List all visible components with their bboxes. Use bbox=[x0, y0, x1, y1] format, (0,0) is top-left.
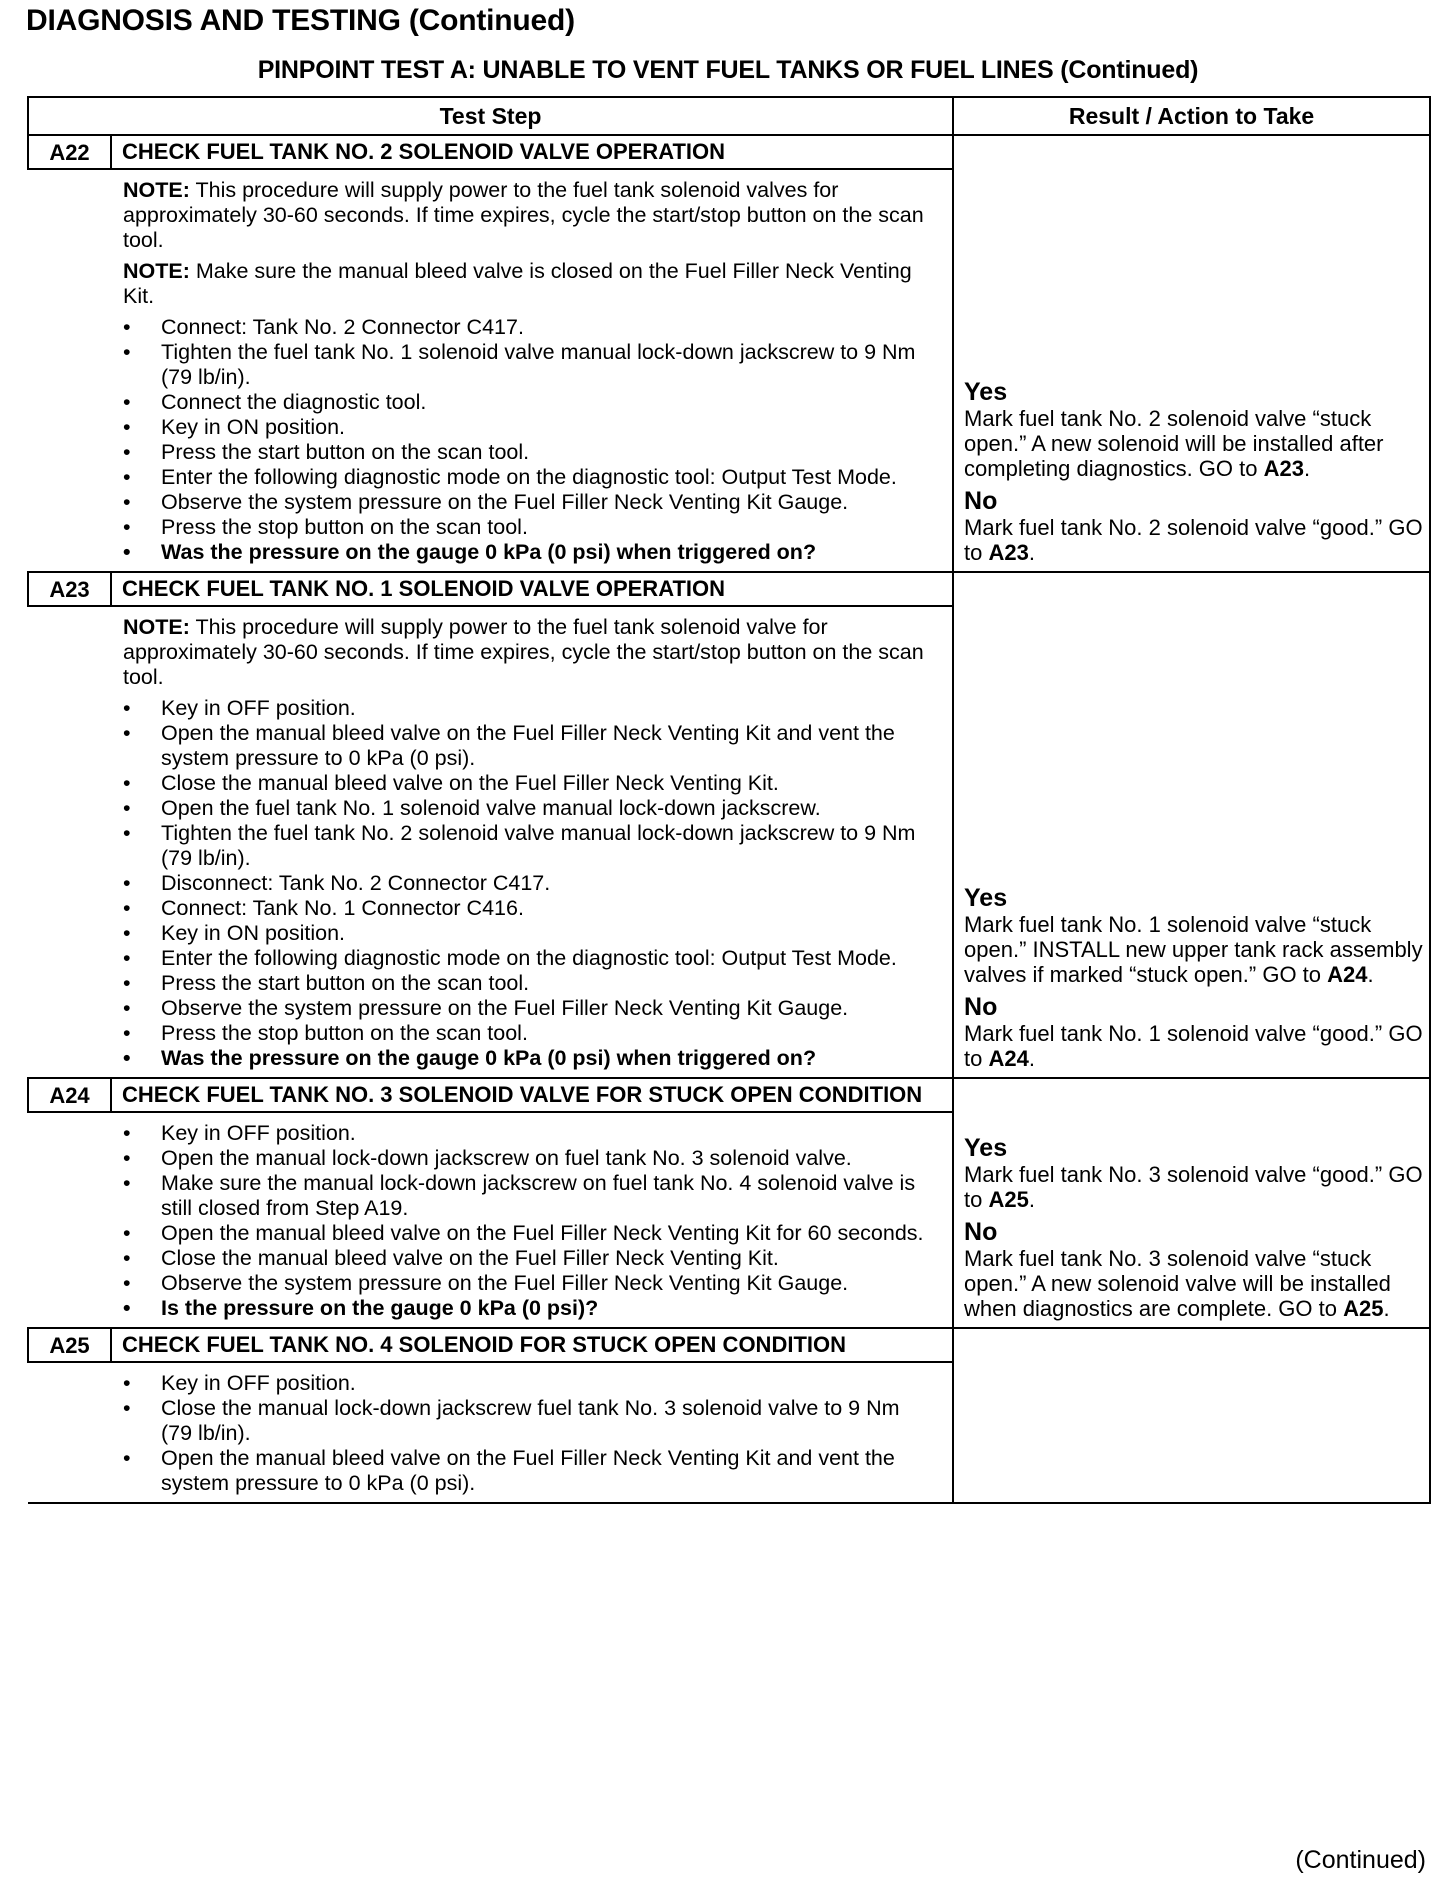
step-title: CHECK FUEL TANK NO. 3 SOLENOID VALVE FOR STUCK OPEN CONDITION bbox=[111, 1078, 953, 1112]
instruction-list bbox=[123, 1371, 924, 1496]
step-title: CHECK FUEL TANK NO. 1 SOLENOID VALVE OPERATION bbox=[111, 572, 953, 606]
instruction-item: • Key in OFF position. bbox=[123, 696, 924, 721]
result-yes-action: Mark fuel tank No. 2 solenoid valve “stuck open.” A new solenoid will be installed after completing diagnostics. GO to bbox=[964, 406, 1384, 481]
step-instructions bbox=[28, 1362, 953, 1503]
result-yes-end: . bbox=[1028, 1187, 1035, 1212]
instruction-list bbox=[123, 696, 924, 1071]
instruction-item: • Make sure the manual lock-down jackscrew on fuel tank No. 4 solenoid valve is still closed from Step A19. bbox=[123, 1171, 924, 1221]
instruction-list bbox=[123, 1121, 924, 1321]
result-no-action: Mark fuel tank No. 3 solenoid valve “stuck open.” A new solenoid valve will be installed when diagnostics are complete. GO to bbox=[964, 1246, 1391, 1321]
step-result bbox=[953, 135, 1430, 572]
instruction-item: • Press the start button on the scan tool. bbox=[123, 971, 924, 996]
test-table bbox=[27, 96, 1431, 1504]
instruction-item: • Press the stop button on the scan tool. bbox=[123, 1021, 924, 1046]
instruction-item: • Open the manual bleed valve on the Fuel Filler Neck Venting Kit and vent the system pressure to 0 kPa (0 psi). bbox=[123, 1446, 924, 1496]
result-no-text bbox=[964, 515, 1423, 565]
note-label: NOTE: bbox=[123, 615, 190, 639]
page-title: DIAGNOSIS AND TESTING (Continued) bbox=[26, 4, 575, 37]
result-no-action: Mark fuel tank No. 2 solenoid valve “good.” GO to bbox=[964, 515, 1423, 565]
result-yes-text bbox=[964, 406, 1423, 481]
column-header-result: Result / Action to Take bbox=[953, 97, 1430, 135]
step-title: CHECK FUEL TANK NO. 4 SOLENOID FOR STUCK OPEN CONDITION bbox=[111, 1328, 953, 1362]
result-yes-goto-step: A25 bbox=[988, 1187, 1029, 1212]
result-no-end: . bbox=[1383, 1296, 1390, 1321]
result-no-goto-step: A23 bbox=[988, 540, 1029, 565]
result-yes-label: Yes bbox=[964, 884, 1008, 912]
note bbox=[123, 178, 924, 253]
result-yes-text bbox=[964, 1162, 1423, 1212]
result-no-goto-step: A25 bbox=[1343, 1296, 1384, 1321]
result-yes-text bbox=[964, 912, 1423, 987]
result-no-end: . bbox=[1028, 540, 1035, 565]
result-no-action: Mark fuel tank No. 1 solenoid valve “good.” GO to bbox=[964, 1021, 1423, 1071]
step-header-row bbox=[28, 135, 1430, 169]
step-id: A25 bbox=[28, 1328, 111, 1362]
result-yes-action: Mark fuel tank No. 1 solenoid valve “stuck open.” INSTALL new upper tank rack assembly valves if marked “stuck open.” GO to bbox=[964, 912, 1423, 987]
result-no-label: No bbox=[964, 487, 998, 515]
instruction-item: • Open the fuel tank No. 1 solenoid valve manual lock-down jackscrew. bbox=[123, 796, 924, 821]
note bbox=[123, 259, 924, 309]
instruction-item: • Close the manual lock-down jackscrew fuel tank No. 3 solenoid valve to 9 Nm (79 lb/in). bbox=[123, 1396, 924, 1446]
note bbox=[123, 615, 924, 690]
result-yes-end: . bbox=[1367, 962, 1374, 987]
step-header-row bbox=[28, 1078, 1430, 1112]
instruction-item: • Observe the system pressure on the Fuel Filler Neck Venting Kit Gauge. bbox=[123, 490, 924, 515]
step-id: A24 bbox=[28, 1078, 111, 1112]
step-header-row bbox=[28, 1328, 1430, 1362]
instruction-item: • Connect the diagnostic tool. bbox=[123, 390, 924, 415]
instruction-item: • Tighten the fuel tank No. 1 solenoid valve manual lock-down jackscrew to 9 Nm (79 lb/in). bbox=[123, 340, 924, 390]
result-no-label: No bbox=[964, 1218, 998, 1246]
instruction-item: • Enter the following diagnostic mode on the diagnostic tool: Output Test Mode. bbox=[123, 465, 924, 490]
step-title: CHECK FUEL TANK NO. 2 SOLENOID VALVE OPERATION bbox=[111, 135, 953, 169]
note-text: This procedure will supply power to the fuel tank solenoid valve for approximately 30-60 seconds. If time expires, cycle the start/stop button on the scan tool. bbox=[123, 615, 924, 689]
result-no-text bbox=[964, 1021, 1423, 1071]
instruction-item: • Connect: Tank No. 1 Connector C416. bbox=[123, 896, 924, 921]
result-no-end: . bbox=[1028, 1046, 1035, 1071]
step-question: • Was the pressure on the gauge 0 kPa (0 psi) when triggered on? bbox=[123, 540, 924, 565]
instruction-item: • Disconnect: Tank No. 2 Connector C417. bbox=[123, 871, 924, 896]
instruction-item: • Press the start button on the scan tool. bbox=[123, 440, 924, 465]
instruction-item: • Enter the following diagnostic mode on the diagnostic tool: Output Test Mode. bbox=[123, 946, 924, 971]
instruction-item: • Connect: Tank No. 2 Connector C417. bbox=[123, 315, 924, 340]
instruction-item: • Key in OFF position. bbox=[123, 1371, 924, 1396]
result-yes-label: Yes bbox=[964, 1134, 1008, 1162]
step-result bbox=[953, 1078, 1430, 1328]
instruction-item: • Close the manual bleed valve on the Fuel Filler Neck Venting Kit. bbox=[123, 771, 924, 796]
test-steps bbox=[28, 135, 1430, 1503]
step-header-row bbox=[28, 572, 1430, 606]
continued-footer: (Continued) bbox=[1295, 1846, 1426, 1874]
step-instructions bbox=[28, 1112, 953, 1328]
result-yes-label: Yes bbox=[964, 378, 1008, 406]
step-instructions bbox=[28, 169, 953, 572]
instruction-item: • Open the manual bleed valve on the Fuel Filler Neck Venting Kit and vent the system pressure to 0 kPa (0 psi). bbox=[123, 721, 924, 771]
step-question: • Was the pressure on the gauge 0 kPa (0 psi) when triggered on? bbox=[123, 1046, 924, 1071]
instruction-item: • Key in ON position. bbox=[123, 415, 924, 440]
result-yes-goto-step: A24 bbox=[1327, 962, 1368, 987]
step-instructions bbox=[28, 606, 953, 1078]
result-yes-goto-step: A23 bbox=[1263, 456, 1304, 481]
column-header-test-step: Test Step bbox=[28, 97, 953, 135]
instruction-item: • Close the manual bleed valve on the Fuel Filler Neck Venting Kit. bbox=[123, 1246, 924, 1271]
note-label: NOTE: bbox=[123, 259, 190, 283]
note-text: This procedure will supply power to the fuel tank solenoid valves for approximately 30-60 seconds. If time expires, cycle the start/stop button on the scan tool. bbox=[123, 178, 924, 252]
table-header-row bbox=[28, 97, 1430, 135]
instruction-item: • Tighten the fuel tank No. 2 solenoid valve manual lock-down jackscrew to 9 Nm (79 lb/in). bbox=[123, 821, 924, 871]
note-label: NOTE: bbox=[123, 178, 190, 202]
instruction-item: • Key in OFF position. bbox=[123, 1121, 924, 1146]
step-result bbox=[953, 572, 1430, 1078]
instruction-item: • Key in ON position. bbox=[123, 921, 924, 946]
step-id: A23 bbox=[28, 572, 111, 606]
result-no-label: No bbox=[964, 993, 998, 1021]
note-text: Make sure the manual bleed valve is closed on the Fuel Filler Neck Venting Kit. bbox=[123, 259, 912, 308]
result-no-text bbox=[964, 1246, 1423, 1321]
result-no-goto-step: A24 bbox=[988, 1046, 1029, 1071]
instruction-item: • Observe the system pressure on the Fuel Filler Neck Venting Kit Gauge. bbox=[123, 1271, 924, 1296]
instruction-item: • Press the stop button on the scan tool. bbox=[123, 515, 924, 540]
instruction-item: • Open the manual bleed valve on the Fuel Filler Neck Venting Kit for 60 seconds. bbox=[123, 1221, 924, 1246]
step-id: A22 bbox=[28, 135, 111, 169]
instruction-list bbox=[123, 315, 924, 565]
instruction-item: • Observe the system pressure on the Fuel Filler Neck Venting Kit Gauge. bbox=[123, 996, 924, 1021]
step-question: • Is the pressure on the gauge 0 kPa (0 psi)? bbox=[123, 1296, 924, 1321]
pinpoint-test-title: PINPOINT TEST A: UNABLE TO VENT FUEL TANKS OR FUEL LINES (Continued) bbox=[257, 56, 1199, 84]
step-result bbox=[953, 1328, 1430, 1503]
result-yes-end: . bbox=[1303, 456, 1311, 481]
instruction-item: • Open the manual lock-down jackscrew on fuel tank No. 3 solenoid valve. bbox=[123, 1146, 924, 1171]
result-yes-action: Mark fuel tank No. 3 solenoid valve “good.” GO to bbox=[964, 1162, 1423, 1212]
